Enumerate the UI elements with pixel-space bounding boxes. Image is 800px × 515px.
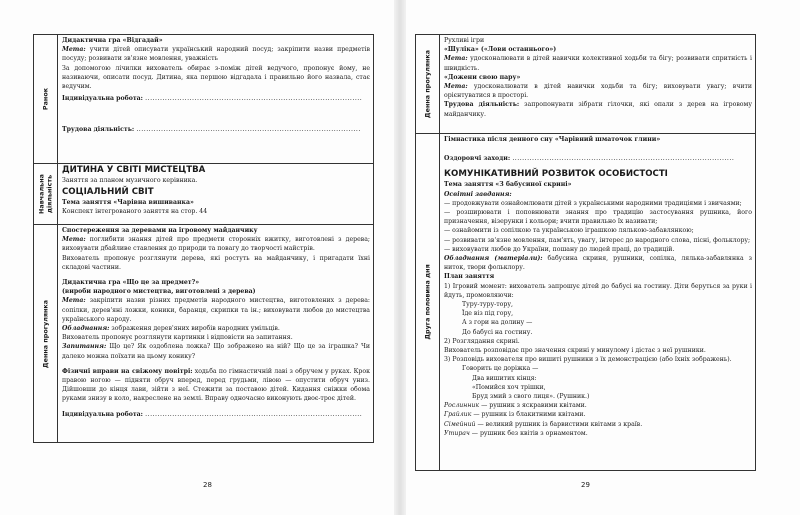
afternoon-content xyxy=(440,134,756,471)
book-gutter xyxy=(394,0,406,515)
activity-label: Навчальна діяльність xyxy=(37,174,53,214)
materials: Обладнання (матеріали): бабусина скриня, рушники, сопілка, лялька-забавлянка з ниток, твори фольклору. xyxy=(444,255,752,272)
morning-game-title: Дидактична гра «Відгадай» xyxy=(62,37,163,44)
left-page-number: 28 xyxy=(203,481,212,489)
morning-label: Ранок xyxy=(40,87,49,111)
step-3: 3) Розповідь вихователя про вишиті рушники з їх демонстрацією (або їхніх зображень). xyxy=(444,356,732,364)
left-plan-table xyxy=(33,34,374,443)
activity-row xyxy=(34,164,374,225)
game2-goal: Мета: удосконалювати в дітей навички ходьби та бігу; виховувати увагу; вчити орієнтуватися в просторі. xyxy=(444,83,752,100)
obs-text: Вихователь пропонує розглянути дерева, які ростуть на майданчику, і пригадати їхні складові частини. xyxy=(62,254,370,271)
right-walk-content xyxy=(440,35,756,134)
walk-label-cell xyxy=(34,225,58,443)
gymnastics: Гімнастика після денного сну «Чарівний шматочок глини» xyxy=(444,136,661,143)
art-title: ДИТИНА У СВІТІ МИСТЕЦТВА xyxy=(62,165,206,175)
tasks-label: Освітні завдання: xyxy=(444,190,512,198)
task-3: — ознайомити із сопілкою та українською іграшкою лялькою-забавлянкою; xyxy=(444,227,694,235)
mobile-games: Рухливі ігри xyxy=(444,37,485,44)
walk-game-goal: Мета: закріпити назви різних предметів народного мистецтва, виготовлених з дерева: сопілки, дерев'яні ложки, коники, баранця, скрипки та ін.; виховувати любов до мистецтва українського народу. xyxy=(62,297,370,323)
plan-title: План заняття xyxy=(444,273,495,281)
walk-equipment: Обладнання: зображення дерев'яних виробів народних умільців. xyxy=(62,325,280,333)
walk-row xyxy=(34,225,374,443)
social-title: СОЦІАЛЬНИЙ СВІТ xyxy=(62,187,154,198)
definition-4: Утирач — рушник без квітів з орнаментом. xyxy=(444,429,588,437)
walk-content xyxy=(58,225,374,443)
activity-content xyxy=(58,164,374,225)
right-page-number: 29 xyxy=(581,481,590,489)
morning-goal: Мета: учити дітей описувати український народний посуд; закріпити назви предметів посуду; розвивати зв'язне мовлення, уважність xyxy=(62,46,370,63)
game2-title: «Дожени свою пару» xyxy=(444,73,521,81)
definition-1: Рослинник — рушник з яскравими квітами. xyxy=(444,402,587,410)
task-4: — розвивати зв'язне мовлення, пам'ять, увагу, інтерес до народного слова, пісні, фольклору; xyxy=(444,236,751,244)
step-2-text: Вихователь розповідає про значення скрині у минулому і дістає з неї рушники. xyxy=(444,347,706,355)
task-2: — розширювати і поповнювати знання про традицію застосування рушника, його призначення, візерунки і кольори; вчити правильно їх називати; xyxy=(444,209,752,226)
right-walk-label-cell xyxy=(416,35,440,134)
poem-4: Бруд змий з свого лиця». (Рушник.) xyxy=(472,393,590,401)
walk-game-text: Вихователь пропонує розглянути картинки і відповісти на запитання. xyxy=(62,334,293,342)
verse-2: Їде віз під гору, xyxy=(462,310,514,318)
walk-label: Денна прогулянка xyxy=(40,299,49,368)
verse-4: До бабусі на гостину. xyxy=(462,328,533,336)
art-text: Заняття за планом музичного керівника. xyxy=(62,177,198,184)
walk-individual: Індивідуальна робота: ........................................................................................ xyxy=(62,410,363,418)
social-topic: Тема заняття «Чарівна вишиванка» xyxy=(62,199,194,207)
walk-questions: Запитання: Що це? Як оздоблена ложка? Що зображено на ній? Що це за іграшка? Чи далеко можна поїхати на цьому конику? xyxy=(62,343,370,360)
afternoon-row xyxy=(416,134,756,471)
walk-game-subtitle: (вироби народного мистецтва, виготовлені з дерева) xyxy=(62,288,256,296)
right-labor: Трудова діяльність: запропонувати зібрати гілочки, які опали з дерев на ігровому майданчику. xyxy=(444,101,752,118)
morning-content xyxy=(58,35,374,164)
exercise: Фізичні вправи на свіжому повітрі: ходьба по гімнастичній лаві з обручем у руках. Крок правою ногою — підняти обруч вперед, перед грудьми, лівою — опустити обруч униз. Дійшовши до кінця лави, зійти з неї. Стежити за поставою дітей. Кидання сніжки обома руками знизу в коло, накреслене на землі. Вправу одночасно виконують двоє-троє дітей. xyxy=(62,367,370,403)
definition-3: Сімейний — великий рушник із барвистими квітами з країв. xyxy=(444,420,643,428)
right-walk-label: Денна прогулянка xyxy=(422,49,431,119)
right-walk-row xyxy=(416,35,756,134)
poem-1: Говорить це доріжка — xyxy=(462,365,539,373)
obs-title: Спостереження за деревами на ігровому майданчику xyxy=(62,227,258,234)
afternoon-label: Друга половина дня xyxy=(422,264,431,340)
health: Оздоровчі заходи: .......................................................................................... xyxy=(444,155,735,163)
social-summary: Конспект інтегрованого заняття на стор. 44 xyxy=(62,208,208,216)
comm-title: КОМУНІКАТИВНИЙ РОЗВИТОК ОСОБИСТОСТІ xyxy=(444,169,668,180)
right-plan-table xyxy=(415,34,756,471)
morning-body: За допомогою лічилки вихователь обирає з-поміж дітей ведучого, пропонує йому, не називаючи, описати посуд. Дитина, яка першою відгадала і правильно його назвала, стає ведучим. xyxy=(62,64,370,91)
task-5: — виховувати любов до України, пошану до людей праці, до традицій. xyxy=(444,245,675,253)
comm-topic: Тема заняття «З бабусиної скрині» xyxy=(444,181,572,189)
task-1: — продовжувати ознайомлювати дітей з українськими народними традиціями і звичаями; xyxy=(444,199,742,207)
obs-goal: Мета: поглибити знання дітей про предмети сторонніх вжитку, виготовлені з дерева; виховувати дбайливе ставлення до природи та повагу до творчості майстрів. xyxy=(62,236,370,253)
morning-label-cell xyxy=(34,35,58,164)
poem-2: Два вишитих кінця: xyxy=(472,374,537,382)
morning-labor: Трудова діяльність: ........................................................................................... xyxy=(62,126,361,134)
activity-label-cell xyxy=(34,164,58,225)
morning-individual: Індивідуальна робота: ........................................................................................ xyxy=(62,95,363,103)
verse-1: Туру-туру-тору, xyxy=(462,301,513,309)
verse-3: А з гори на долину — xyxy=(462,319,533,327)
morning-row xyxy=(34,35,374,164)
definition-2: Грайлик — рушник із блакитними квітами. xyxy=(444,411,586,419)
game1-goal: Мета: удосконалювати в дітей навички колективної ходьби та бігу; розвивати спритність і швидкість. xyxy=(444,55,753,72)
step-1: 1) Ігровий момент: вихователь запрошує дітей до бабусі на гостину. Діти беруться за руки і йдуть, промовляючи: xyxy=(444,282,752,299)
afternoon-label-cell xyxy=(416,134,440,471)
walk-game-title: Дидактична гра «Що це за предмет?» xyxy=(62,279,200,287)
poem-3: «Помийся хоч трішки, xyxy=(472,383,546,391)
game1-title: «Шуліка» («Лови останнього») xyxy=(444,46,557,54)
step-2: 2) Розглядання скрині. xyxy=(444,337,520,345)
